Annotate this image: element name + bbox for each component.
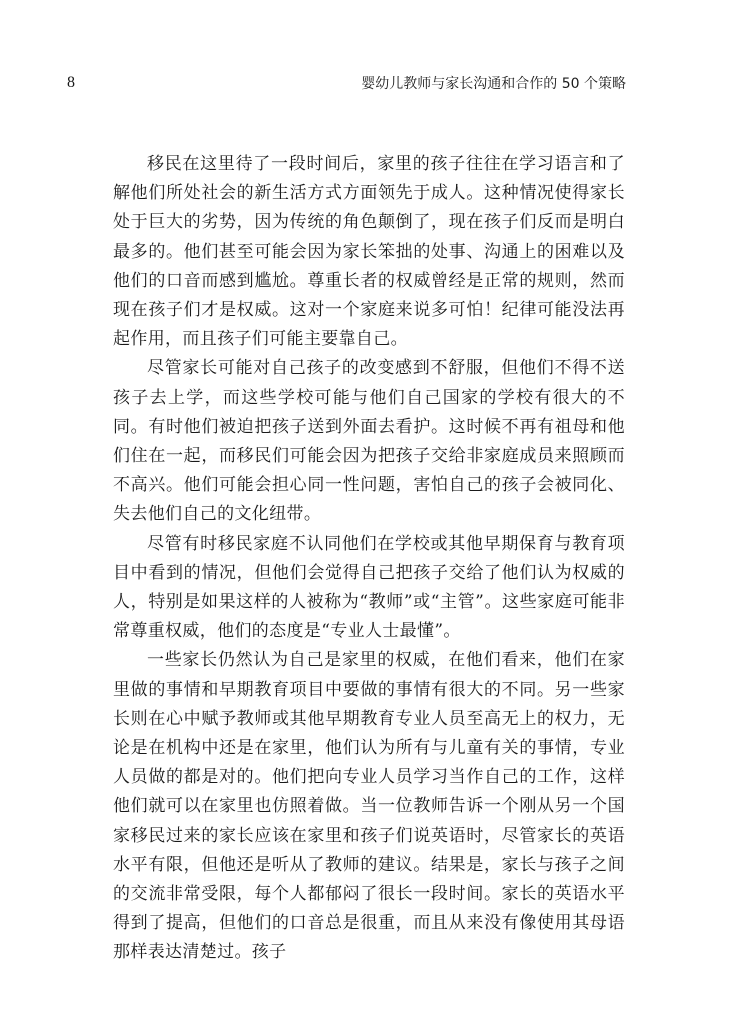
page-number: 8 bbox=[67, 74, 75, 91]
paragraph: 尽管有时移民家庭不认同他们在学校或其他早期保育与教育项目中看到的情况，但他们会觉得自己把孩子交给了他们认为权威的人，特别是如果这样的人被称为“教师”或“主管”。这些家庭可能非常尊重权威，他们的态度是“专业人士最懂”。 bbox=[113, 533, 625, 642]
running-head-title: 婴幼儿教师与家长沟通和合作的 50 个策略 bbox=[361, 76, 626, 92]
paragraph: 一些家长仍然认为自己是家里的权威，在他们看来，他们在家里做的事情和早期教育项目中要做的事情有很大的不同。另一些家长则在心中赋予教师或其他早期教育专业人员至高无上的权力，无论是在机构中还是在家里，他们认为所有与儿童有关的事情，专业人员做的都是对的。他们把向专业人员学习当作自己的工作，这样他们就可以在家里也仿照着做。当一位教师告诉一个刚从另一个国家移民过来的家长应该在家里和孩子们说英语时，尽管家长的英语水平有限，但他还是听从了教师的建议。结果是，家长与孩子之间的交流非常受限，每个人都郁闷了很长一段时间。家长的英语水平得到了提高，但他们的口音总是很重，而且从来没有像使用其母语那样表达清楚过。孩子 bbox=[113, 650, 625, 963]
paragraph: 移民在这里待了一段时间后，家里的孩子往往在学习语言和了解他们所处社会的新生活方式方面领先于成人。这种情况使得家长处于巨大的劣势，因为传统的角色颠倒了，现在孩子们反而是明白最多的。他们甚至可能会因为家长笨拙的处事、沟通上的困难以及他们的口音而感到尴尬。尊重长者的权威曾经是正常的规则，然而现在孩子们才是权威。这对一个家庭来说多可怕！纪律可能没法再起作用，而且孩子们可能主要靠自己。 bbox=[113, 154, 625, 350]
body-text bbox=[113, 150, 625, 968]
paragraph: 尽管家长可能对自己孩子的改变感到不舒服，但他们不得不送孩子去上学，而这些学校可能与他们自己国家的学校有很大的不同。有时他们被迫把孩子送到外面去看护。这时候不再有祖母和他们住在一起，而移民们可能会因为把孩子交给非家庭成员来照顾而不高兴。他们可能会担心同一性问题，害怕自己的孩子会被同化、失去他们自己的文化纽带。 bbox=[113, 358, 625, 525]
